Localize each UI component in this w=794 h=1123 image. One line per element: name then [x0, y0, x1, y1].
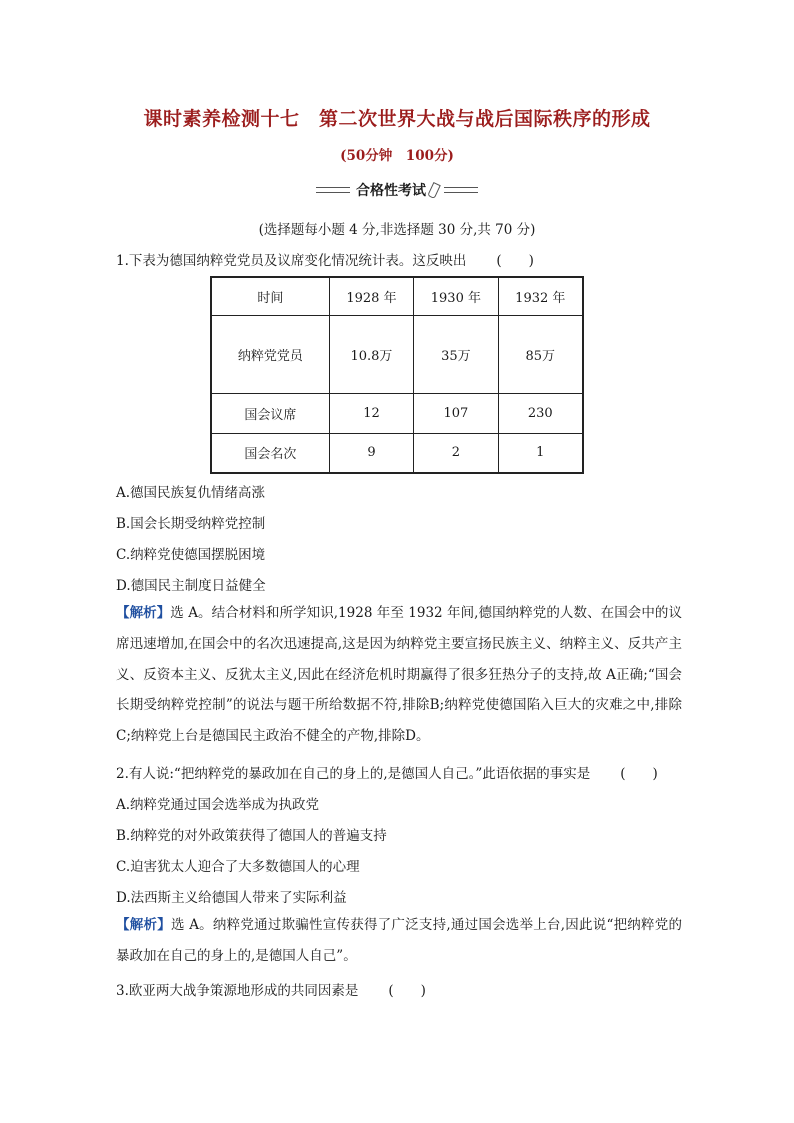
table-header-row — [211, 277, 583, 315]
section-title: 合格性考试 — [356, 183, 426, 199]
table-cell: 纳粹党党员 — [211, 315, 329, 393]
table-cell: 9 — [329, 433, 413, 473]
table-row — [211, 433, 583, 473]
table-cell: 85万 — [498, 315, 583, 393]
table-header-cell: 1932 年 — [498, 277, 583, 315]
question-3-text: 3.欧亚两大战争策源地形成的共同因素是 — [116, 983, 359, 999]
score-note: (选择题每小题 4 分,非选择题 30 分,共 70 分) — [258, 222, 536, 238]
question-1-answer-paren: ( ) — [496, 253, 534, 269]
table-row — [211, 315, 583, 393]
table-header-cell: 时间 — [211, 277, 329, 315]
analysis-tag: 【解析】 — [116, 917, 171, 933]
analysis-tag: 【解析】 — [116, 605, 171, 621]
table-cell: 国会议席 — [211, 393, 329, 433]
question-2-option-b: B.纳粹党的对外政策获得了德国人的普遍支持 — [116, 828, 387, 844]
question-1-stem — [116, 249, 534, 269]
question-2-option-d: D.法西斯主义给德国人带来了实际利益 — [116, 890, 347, 906]
table-cell: 12 — [329, 393, 413, 433]
table-cell: 230 — [498, 393, 583, 433]
page-title: 课时素养检测十七 第二次世界大战与战后国际秩序的形成 — [143, 108, 651, 130]
question-2-text: 2.有人说:“把纳粹党的暴政加在自己的身上的,是德国人自己。”此语依据的事实是 — [116, 766, 591, 782]
table-row — [211, 393, 583, 433]
question-3-answer-paren: ( ) — [388, 983, 426, 999]
table-cell: 国会名次 — [211, 433, 329, 473]
question-1-option-c: C.纳粹党使德国摆脱困境 — [116, 547, 266, 563]
question-2-stem — [116, 762, 658, 782]
double-line-left — [316, 187, 350, 193]
table-header-cell: 1930 年 — [414, 277, 498, 315]
section-header — [0, 180, 794, 200]
pencil-icon — [427, 182, 441, 199]
question-2-option-a: A.纳粹党通过国会选举成为执政党 — [116, 797, 320, 813]
question-1-text: 1.下表为德国纳粹党党员及议席变化情况统计表。这反映出 — [116, 253, 467, 269]
analysis-text: 选 A。纳粹党通过欺骗性宣传获得了广泛支持,通过国会选举上台,因此说“把纳粹党的暴政加在自己的身上的,是德国人自己”。 — [116, 917, 683, 964]
table-cell: 1 — [498, 433, 583, 473]
analysis-text: 选 A。结合材料和所学知识,1928 年至 1932 年间,德国纳粹党的人数、在国会中的议席迅速增加,在国会中的名次迅速提高,这是因为纳粹党主要宣扬民族主义、纳粹主义、反共产主义、反资本主义、反犹太主义,因此在经济危机时期赢得了很多狂热分子的支持,故 A正确;“国会长期受纳粹党控制”的说法与题干所给数据不符,排除B;纳粹党使德国陷入巨大的灾难之中,排除C;纳粹党上台是德国民主政治不健全的产物,排除D。 — [116, 605, 683, 745]
question-1-option-d: D.德国民主制度日益健全 — [116, 578, 266, 594]
question-2-answer-paren: ( ) — [620, 766, 658, 782]
question-3-stem — [116, 979, 426, 999]
question-1-analysis — [116, 598, 682, 752]
page-subtitle: (50分钟 100分) — [340, 148, 454, 164]
question-2-analysis — [116, 910, 682, 972]
question-1-option-b: B.国会长期受纳粹党控制 — [116, 516, 266, 532]
table-cell: 35万 — [414, 315, 498, 393]
question-1-option-a: A.德国民族复仇情绪高涨 — [116, 485, 266, 501]
table-cell: 107 — [414, 393, 498, 433]
double-line-right — [444, 187, 478, 193]
question-2-option-c: C.迫害犹太人迎合了大多数德国人的心理 — [116, 859, 360, 875]
party-stats-table — [210, 276, 584, 474]
table-cell: 10.8万 — [329, 315, 413, 393]
table-cell: 2 — [414, 433, 498, 473]
table-header-cell: 1928 年 — [329, 277, 413, 315]
